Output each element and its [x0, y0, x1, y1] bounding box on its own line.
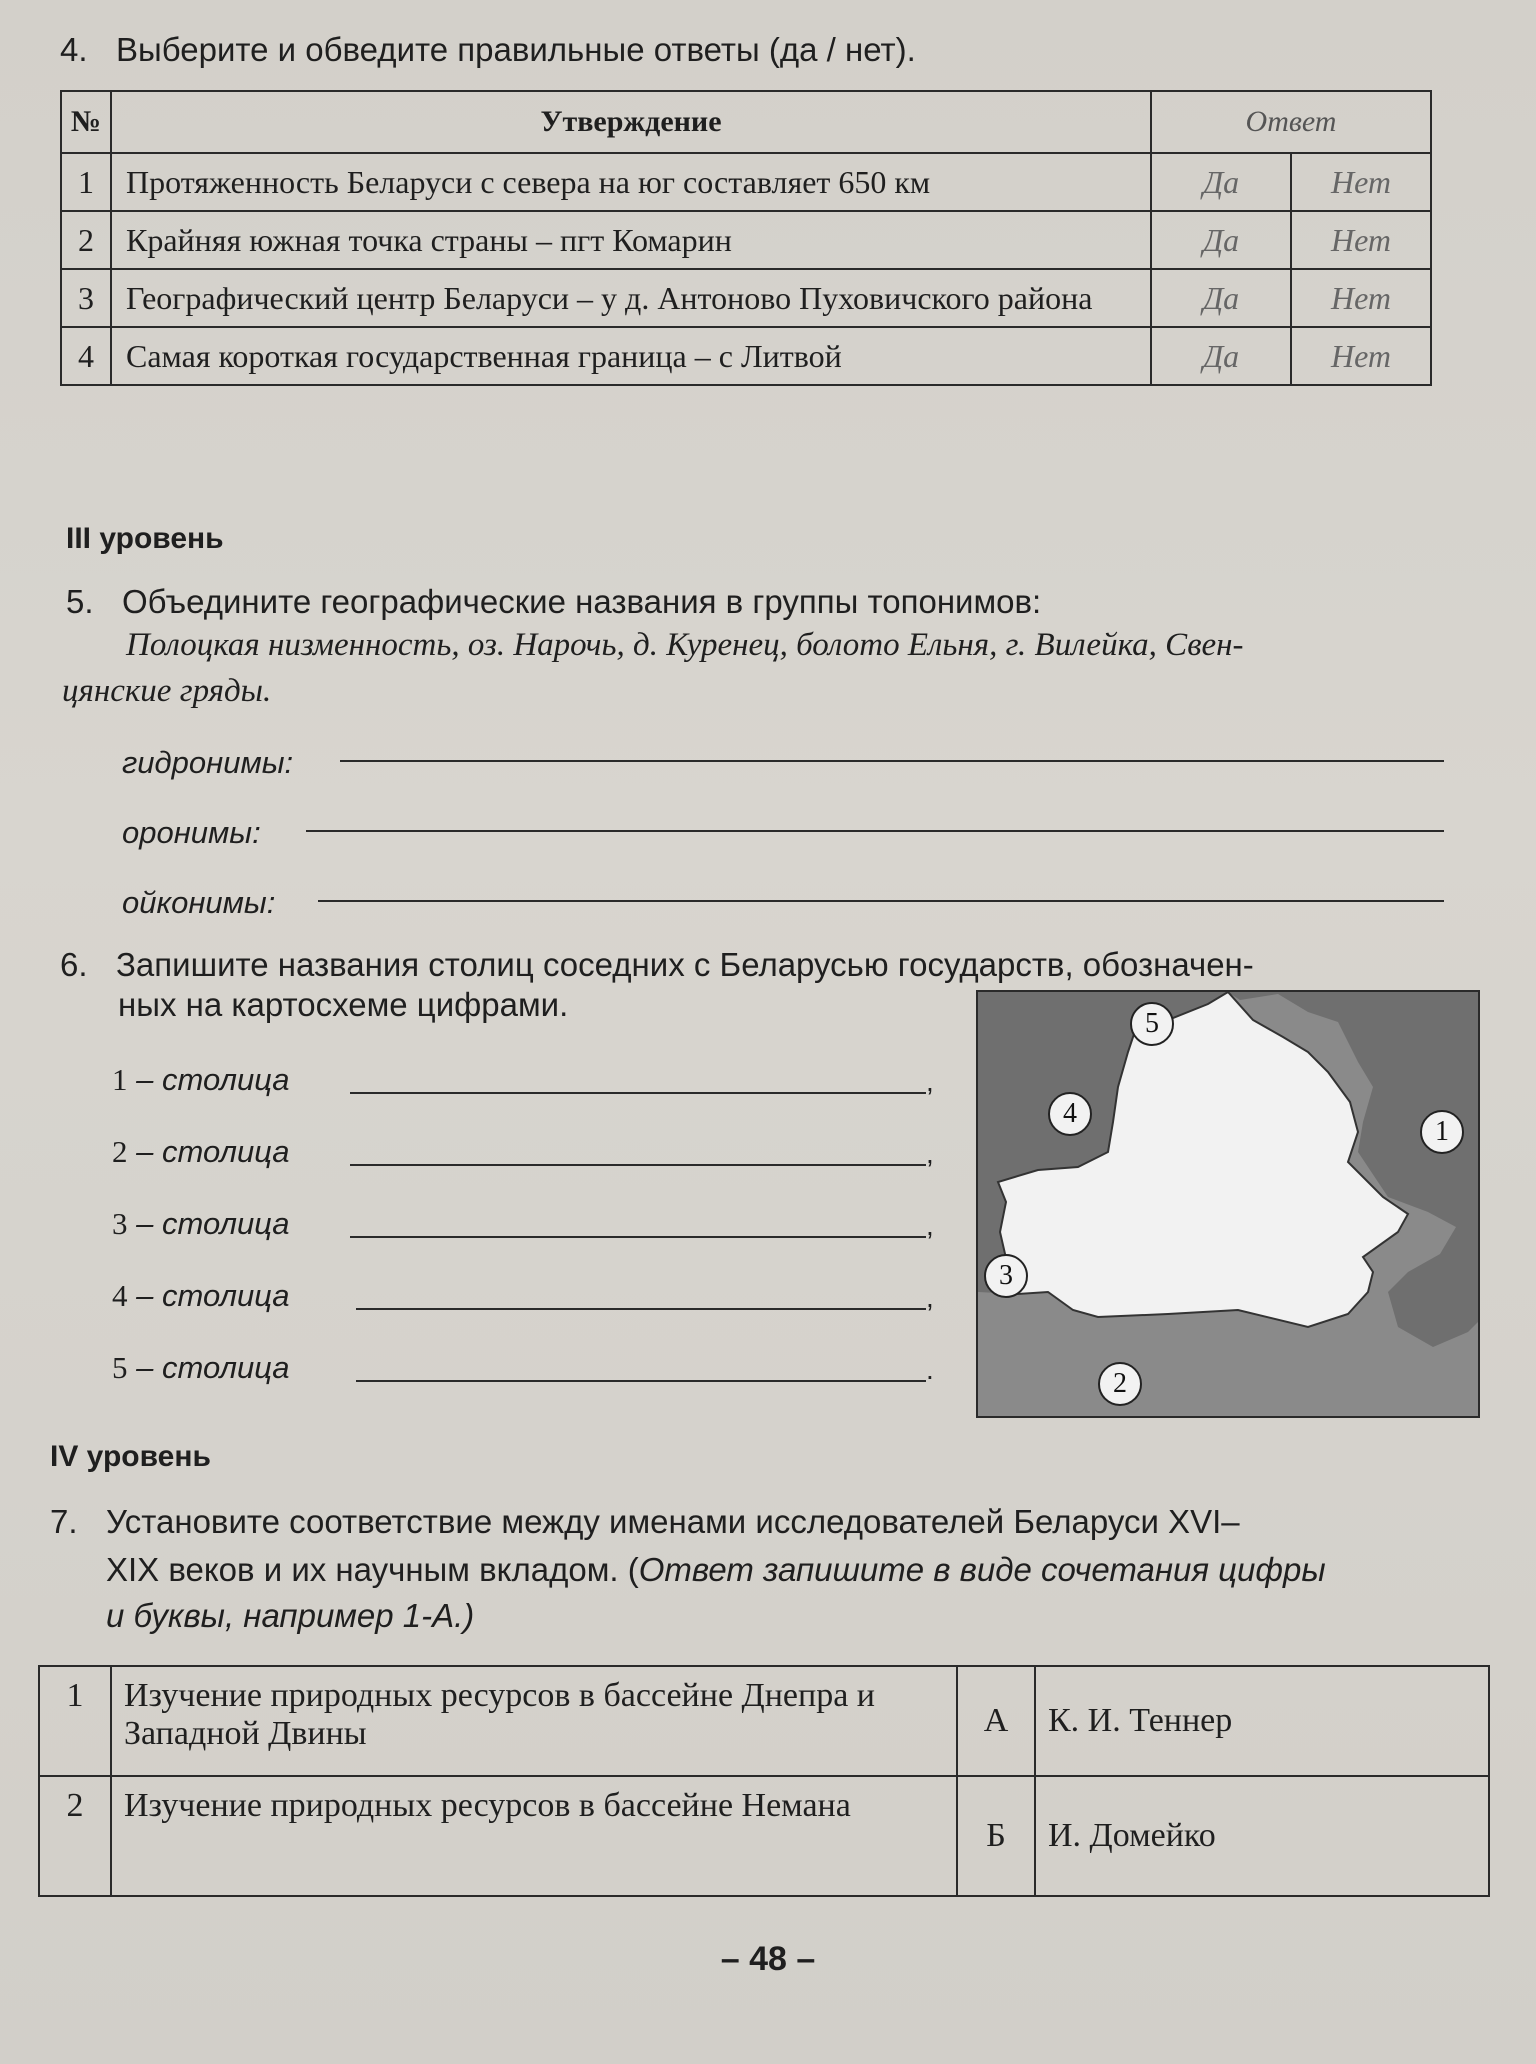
column-header-number: № — [61, 91, 111, 153]
capital-number: 4 — [112, 1278, 128, 1313]
capital-punct: , — [926, 1210, 934, 1241]
capital-label: – столица — [136, 1278, 290, 1313]
row-number: 4 — [61, 327, 111, 385]
capital-number: 1 — [112, 1062, 128, 1097]
row-number: 2 — [39, 1776, 111, 1896]
capital-row — [112, 1062, 290, 1098]
capital-answer-line[interactable] — [356, 1308, 926, 1310]
table-row — [61, 327, 1431, 385]
letter: А — [957, 1666, 1035, 1776]
map-marker: 2 — [1098, 1362, 1142, 1406]
task-number: 4. — [60, 31, 88, 68]
answer-no[interactable]: Нет — [1291, 269, 1431, 327]
statement-text: Протяженность Беларуси с севера на юг составляет 650 км — [111, 153, 1151, 211]
answer-no[interactable]: Нет — [1291, 327, 1431, 385]
answer-yes[interactable]: Да — [1151, 211, 1291, 269]
belarus-shape — [978, 992, 1478, 1416]
capital-label: – столица — [136, 1062, 290, 1097]
task-7-title-line-3: и буквы, например 1-А.) — [106, 1597, 475, 1634]
hydronyms-answer-line[interactable] — [340, 760, 1444, 762]
capital-answer-line[interactable] — [350, 1092, 926, 1094]
row-number: 3 — [61, 269, 111, 327]
answer-yes[interactable]: Да — [1151, 153, 1291, 211]
answer-yes[interactable]: Да — [1151, 269, 1291, 327]
map-marker: 1 — [1420, 1110, 1464, 1154]
true-false-table — [60, 90, 1432, 386]
capital-answer-line[interactable] — [350, 1164, 926, 1166]
task-5-title: Объедините географические названия в группы топонимов: — [122, 583, 1042, 620]
oronyms-label: оронимы: — [122, 815, 261, 850]
task-7-title-line-2 — [106, 1550, 1326, 1590]
task-7-text: XIX веков и их научным вкладом. ( — [106, 1551, 639, 1588]
table-row — [61, 269, 1431, 327]
task-7-heading — [50, 1502, 1240, 1542]
capital-row — [112, 1350, 290, 1386]
map-marker: 4 — [1048, 1092, 1092, 1136]
task-7-instruction: Ответ запишите в виде сочетания цифры — [638, 1551, 1326, 1588]
task-6-heading — [60, 945, 1254, 985]
capital-punct: . — [926, 1354, 934, 1385]
table-row — [39, 1776, 1489, 1896]
table-row — [39, 1666, 1489, 1776]
task-number: 5. — [66, 583, 94, 620]
row-number: 2 — [61, 211, 111, 269]
capital-punct: , — [926, 1066, 934, 1097]
statement-text: Самая короткая государственная граница – с Литвой — [111, 327, 1151, 385]
task-6-title-line-2: ных на картосхеме цифрами. — [118, 986, 569, 1023]
task-6-title-line-1: Запишите названия столиц соседних с Беларусью государств, обозначен- — [116, 946, 1254, 983]
capital-row — [112, 1278, 290, 1314]
capital-answer-line[interactable] — [356, 1380, 926, 1382]
task-number: 6. — [60, 946, 88, 983]
row-number: 1 — [61, 153, 111, 211]
contribution-text: Изучение природных ресурсов в бассейне Днепра и Западной Двины — [111, 1666, 957, 1776]
level-3-heading: III уровень — [66, 522, 224, 555]
column-header-answer: Ответ — [1151, 91, 1431, 153]
capital-label: – столица — [136, 1134, 290, 1169]
oikonyms-label: ойконимы: — [122, 885, 276, 920]
capital-punct: , — [926, 1282, 934, 1313]
capital-number: 3 — [112, 1206, 128, 1241]
level-4-heading: IV уровень — [50, 1440, 211, 1473]
statement-text: Географический центр Беларуси – у д. Антоново Пуховичского района — [111, 269, 1151, 327]
task-4-title: Выберите и обведите правильные ответы (да / нет). — [116, 31, 916, 68]
capital-row — [112, 1134, 290, 1170]
page-number: – 48 – — [720, 1940, 816, 1978]
task-4-heading — [60, 30, 916, 70]
map-marker: 5 — [1130, 1002, 1174, 1046]
toponym-list-line-2: цянские гряды. — [62, 673, 272, 709]
answer-no[interactable]: Нет — [1291, 153, 1431, 211]
statement-text: Крайняя южная точка страны – пгт Комарин — [111, 211, 1151, 269]
capital-number: 2 — [112, 1134, 128, 1169]
capital-label: – столица — [136, 1350, 290, 1385]
researcher-name: К. И. Теннер — [1035, 1666, 1489, 1776]
table-row — [61, 153, 1431, 211]
map-marker: 3 — [984, 1254, 1028, 1298]
answer-yes[interactable]: Да — [1151, 327, 1291, 385]
column-header-statement: Утверждение — [111, 91, 1151, 153]
task-number: 7. — [50, 1503, 78, 1540]
row-number: 1 — [39, 1666, 111, 1776]
task-7-title-line-1: Установите соответствие между именами исследователей Беларуси XVI– — [106, 1503, 1240, 1540]
toponym-list-line-1: Полоцкая низменность, оз. Нарочь, д. Куренец, болото Ельня, г. Вилейка, Свен- — [126, 627, 1244, 663]
oikonyms-answer-line[interactable] — [318, 900, 1444, 902]
capital-punct: , — [926, 1138, 934, 1169]
task-5-heading — [66, 582, 1041, 622]
letter: Б — [957, 1776, 1035, 1896]
capital-row — [112, 1206, 290, 1242]
capital-label: – столица — [136, 1206, 290, 1241]
belarus-outline-map — [976, 990, 1480, 1418]
capital-number: 5 — [112, 1350, 128, 1385]
table-row — [61, 211, 1431, 269]
researcher-name: И. Домейко — [1035, 1776, 1489, 1896]
answer-no[interactable]: Нет — [1291, 211, 1431, 269]
oronyms-answer-line[interactable] — [306, 830, 1444, 832]
hydronyms-label: гидронимы: — [122, 745, 294, 780]
contribution-text: Изучение природных ресурсов в бассейне Немана — [111, 1776, 957, 1896]
capital-answer-line[interactable] — [350, 1236, 926, 1238]
matching-table — [38, 1665, 1490, 1897]
